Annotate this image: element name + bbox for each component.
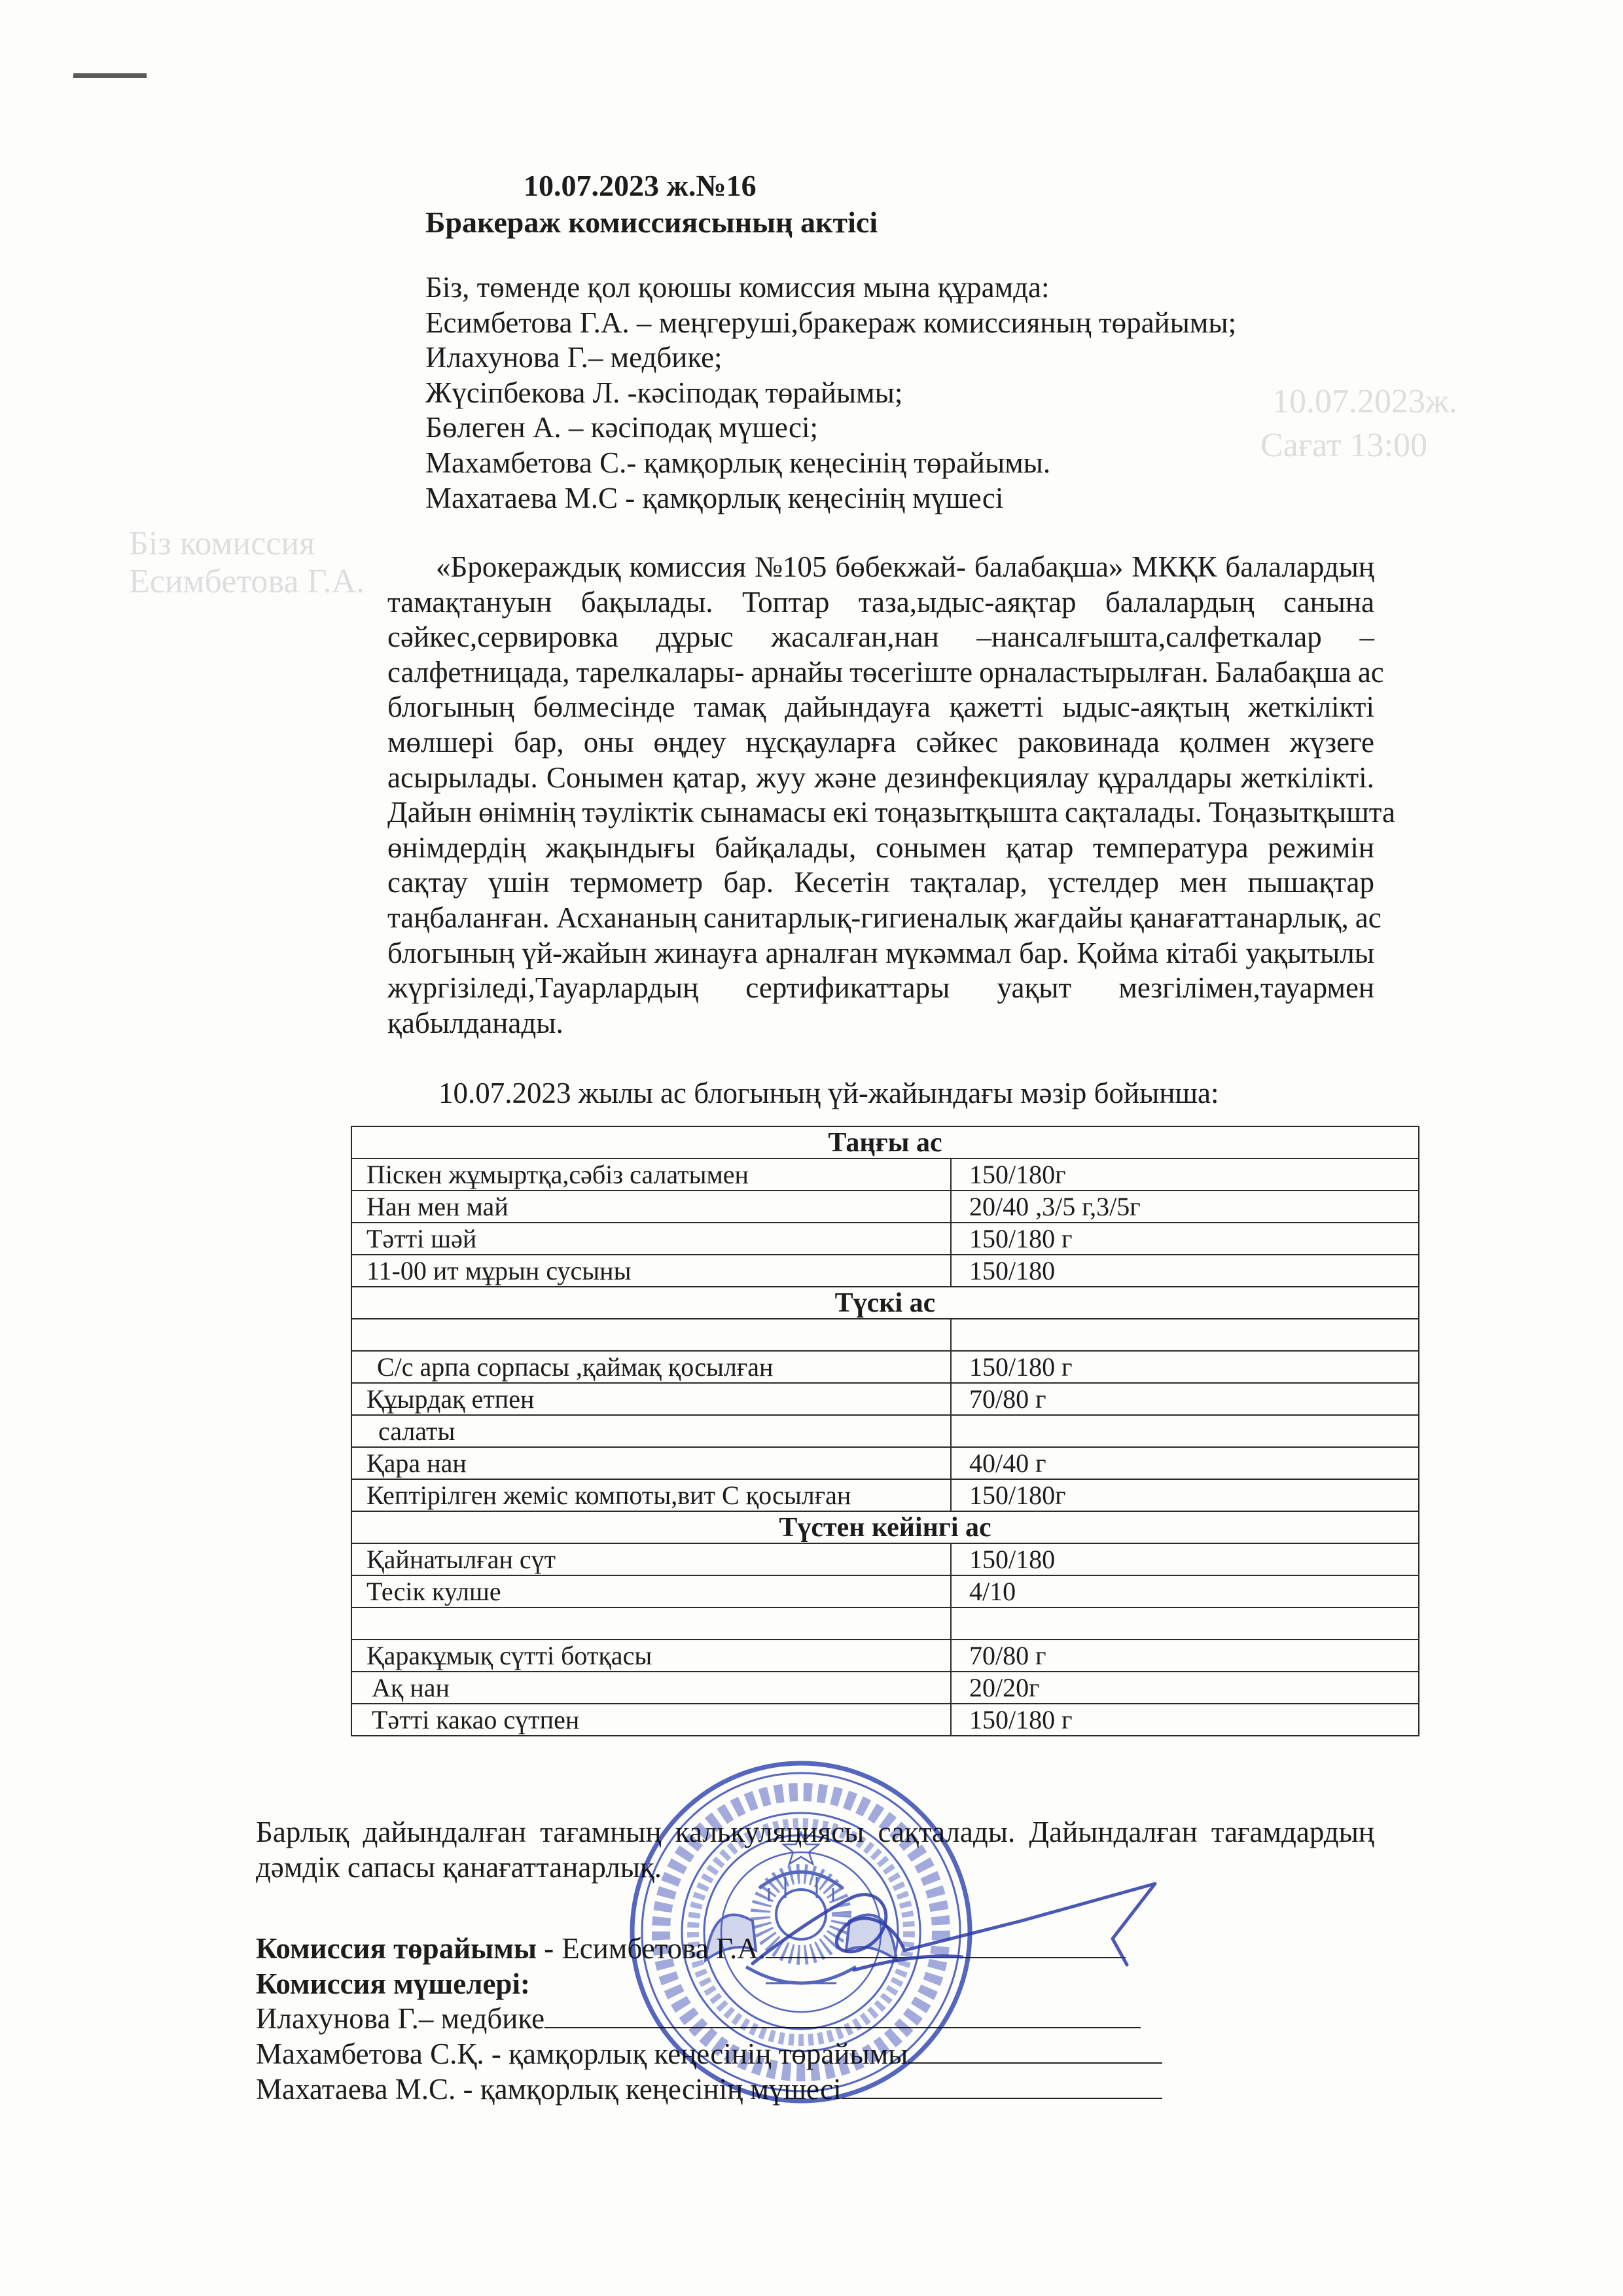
word: жуу — [756, 761, 806, 794]
word: тамақтануын — [387, 585, 552, 619]
paragraph-line: қабылданады. — [387, 1006, 563, 1039]
signature-underline — [842, 2097, 1162, 2099]
dish-cell: Тәтті шәй — [351, 1223, 951, 1255]
paragraph-line — [387, 901, 1382, 936]
member-signature-line — [256, 2001, 1141, 2037]
bleed-through-line: Біз комиссия — [129, 525, 315, 562]
word: Барлық — [256, 1816, 349, 1848]
word: «Брокераждық — [436, 550, 621, 583]
word: үстелдер — [1048, 866, 1160, 899]
paragraph-line — [387, 795, 1395, 831]
word: тағамдардың — [1211, 1816, 1374, 1848]
dish-cell: Нан мен май — [351, 1191, 951, 1223]
word: уақытылы — [1245, 936, 1374, 969]
table-row — [351, 1479, 1419, 1511]
word: бар, — [514, 725, 564, 759]
table-row — [351, 1575, 1419, 1607]
paragraph-line — [387, 971, 1374, 1006]
dish-cell: Қаракұмық сүтті ботқасы — [351, 1640, 951, 1672]
chair-name: Есимбетова Г.А. — [562, 1932, 766, 1965]
paragraph-line — [387, 761, 1374, 796]
dish-cell: Тәтті какао сүтпен — [351, 1704, 951, 1736]
signature-underline — [766, 1956, 1126, 1958]
word: сертификаттары — [745, 971, 950, 1005]
word: тақталар, — [910, 866, 1027, 899]
portion-cell — [951, 1319, 1419, 1351]
member-signature-line — [256, 2072, 1162, 2108]
word: балалардың — [1105, 585, 1255, 619]
signature-underline — [544, 2026, 1141, 2028]
word: комиссия — [629, 550, 747, 583]
table-row — [351, 1640, 1419, 1672]
dish-cell: салаты — [351, 1415, 951, 1447]
word: жинауға — [654, 936, 758, 969]
dish-cell — [351, 1319, 951, 1351]
word: таза,ыдыс-аяқтар — [858, 585, 1077, 619]
word: тоңазытқышта — [874, 796, 1058, 829]
word: сақтау — [387, 866, 468, 899]
paragraph-line — [387, 585, 1374, 620]
table-row-empty — [351, 1319, 1419, 1351]
table-row — [351, 1543, 1419, 1575]
word: бақылады. — [580, 585, 713, 619]
table-row — [351, 1351, 1419, 1383]
word: дезинфекциялау — [885, 761, 1090, 794]
dish-cell: Тесік кулше — [351, 1575, 951, 1607]
portion-cell: 40/40 г — [951, 1447, 1419, 1479]
portion-cell: 150/180 г — [951, 1351, 1419, 1383]
word: асырылады. — [387, 761, 538, 794]
word: арнайы — [751, 655, 844, 689]
word: бар. — [1019, 936, 1069, 969]
word: дайындауға — [785, 691, 931, 724]
word: қолмен — [1179, 725, 1270, 759]
paragraph-line — [387, 831, 1374, 866]
portion-cell: 150/180 — [951, 1543, 1419, 1575]
table-section-row — [351, 1126, 1419, 1158]
word: қатар — [1005, 831, 1074, 864]
word: жақындығы — [545, 831, 696, 864]
word: сонымен — [875, 831, 987, 864]
section-title-lunch: Түскі ас — [351, 1287, 1419, 1319]
word: нұсқауларға — [745, 725, 897, 759]
dish-cell: Қара нан — [351, 1447, 951, 1479]
word: сынамасы — [700, 796, 827, 829]
word: арналған — [765, 936, 878, 969]
word: –нансалғышта,салфеткалар — [976, 620, 1322, 654]
table-row — [351, 1223, 1419, 1255]
word: балалардың — [1225, 550, 1374, 583]
word: салфетницада, — [387, 655, 570, 689]
word: бөлмесінде — [533, 691, 675, 724]
bleed-through-date: 10.07.2023ж. — [1272, 383, 1457, 420]
word: Сонымен — [546, 761, 664, 794]
word: Дайын — [387, 796, 473, 829]
paragraph-line — [387, 655, 1384, 691]
word: Асхананың — [556, 901, 697, 934]
table-row — [351, 1415, 1419, 1447]
word: дұрыс — [656, 620, 734, 654]
portion-cell: 150/180 г — [951, 1704, 1419, 1736]
dish-cell: С/с арпа сорпасы ,қаймақ қосылған — [351, 1351, 951, 1383]
word: режимін — [1268, 831, 1374, 864]
word: тарелкалары- — [576, 655, 745, 689]
word: жасалған,нан — [771, 620, 939, 654]
table-row — [351, 1383, 1419, 1415]
word: және — [814, 761, 877, 794]
paragraph-line — [387, 725, 1374, 761]
word: раковинада — [1018, 725, 1160, 759]
member-name: Махамбетова С.Қ. - қамқорлық кеңесінің төрайымы — [256, 2037, 908, 2070]
bleed-through-time: Сағат 13:00 — [1260, 427, 1427, 464]
word: мен — [1179, 866, 1228, 899]
word: мөлшері — [387, 725, 495, 759]
member-name: Махатаева М.С. - қамқорлық кеңесінің мүшесі — [256, 2073, 842, 2106]
word: температура — [1093, 831, 1249, 864]
signature-underline — [908, 2062, 1162, 2064]
word: байқалады, — [715, 831, 857, 864]
chair-label: Комиссия төрайымы - — [256, 1932, 554, 1965]
table-row — [351, 1255, 1419, 1287]
commission-intro: Біз, төменде қол қоюшы комиссия мына құрамда: — [425, 271, 1050, 304]
word: құралдары — [1097, 761, 1232, 794]
word: Кесетін — [794, 866, 890, 899]
portion-cell: 150/180 — [951, 1255, 1419, 1287]
portion-cell: 20/40 ,3/5 г,3/5г — [951, 1191, 1419, 1223]
report-paragraph — [387, 550, 1395, 1041]
portion-cell: 150/180 г — [951, 1223, 1419, 1255]
word: қанағаттанарлық, — [1129, 901, 1349, 934]
portion-cell: 70/80 г — [951, 1640, 1419, 1672]
commission-member: Жүсіпбекова Л. -кәсіподақ төрайымы; — [425, 376, 903, 409]
word: блогының — [387, 691, 514, 724]
word: блогының — [387, 936, 514, 969]
portion-cell — [951, 1607, 1419, 1640]
dish-cell: Ақ нан — [351, 1672, 951, 1704]
dish-cell: Піскен жұмыртқа,сәбіз салатымен — [351, 1158, 951, 1191]
dish-cell: Құырдақ етпен — [351, 1383, 951, 1415]
word: жүргізіледі,Тауарлардың — [387, 971, 699, 1005]
word: ас — [1355, 901, 1382, 934]
word: Балабақша — [1215, 655, 1351, 689]
scan-mark — [73, 73, 147, 78]
member-name: Илахунова Г.– медбике — [256, 2002, 545, 2035]
paragraph-line — [387, 936, 1374, 971]
portion-cell: 4/10 — [951, 1575, 1419, 1607]
word: сақталады. — [878, 1816, 1016, 1848]
document-title: Бракераж комиссиясының актісі — [425, 206, 878, 239]
word: санитарлық-гигиеналық — [703, 901, 1008, 934]
word: ыдыс-аяқтың — [1062, 691, 1230, 724]
commission-member: Махамбетова С.- қамқорлық кеңесінің төрайымы. — [425, 446, 1051, 479]
member-signature-line — [256, 2037, 1162, 2072]
word: бөбекжай- — [835, 550, 966, 583]
word: орналастырылған. — [979, 655, 1209, 689]
word: ас — [1357, 655, 1384, 689]
menu-intro: 10.07.2023 жылы ас блогының үй-жайындағы мәзір бойынша: — [438, 1077, 1219, 1109]
word: калькуляциясы — [675, 1816, 865, 1848]
word: жүзеге — [1289, 725, 1374, 759]
word: таңбаланған. — [387, 901, 550, 934]
dish-cell — [351, 1607, 951, 1640]
word: үшін — [488, 866, 550, 899]
paragraph-line — [387, 690, 1374, 725]
word: қатар, — [672, 761, 747, 794]
word: №105 — [754, 550, 827, 583]
word: сәйкес — [916, 725, 999, 759]
word: тәуліктік — [582, 796, 694, 829]
word: тамақ — [694, 691, 766, 724]
table-row — [351, 1158, 1419, 1191]
commission-member: Илахунова Г.– медбике; — [425, 341, 722, 374]
word: Қойма — [1077, 936, 1159, 969]
table-row — [351, 1704, 1419, 1736]
word: пышақтар — [1247, 866, 1374, 899]
portion-cell: 20/20г — [951, 1672, 1419, 1704]
word: балабақша» — [974, 550, 1124, 583]
portion-cell: 150/180г — [951, 1158, 1419, 1191]
section-title-breakfast: Таңғы ас — [351, 1126, 1419, 1158]
word: қажетті — [949, 691, 1044, 724]
word: МКҚК — [1132, 550, 1217, 583]
word: дайындалған — [363, 1816, 526, 1848]
word: төсегіште — [849, 655, 973, 689]
bleed-through-line: Есимбетова Г.А. — [129, 563, 365, 600]
word: сәйкес,сервировка — [387, 620, 618, 654]
paragraph-line — [256, 1815, 1374, 1850]
word: өнімнің — [478, 796, 576, 829]
word: уақыт — [997, 971, 1072, 1005]
portion-cell: 150/180г — [951, 1479, 1419, 1511]
word: мүкәммал — [885, 936, 1012, 969]
paragraph-line — [387, 865, 1374, 901]
word: – — [1359, 620, 1374, 654]
chair-signature-line — [256, 1931, 1126, 1967]
table-row — [351, 1672, 1419, 1704]
word: сақталады. — [1064, 796, 1202, 829]
section-title-afternoon: Түстен кейінгі ас — [351, 1511, 1419, 1543]
table-row — [351, 1191, 1419, 1223]
dish-cell: Қайнатылған сүт — [351, 1543, 951, 1575]
document-number: 10.07.2023 ж.№16 — [524, 169, 757, 202]
paragraph-line: дәмдік сапасы қанағаттанарлық. — [256, 1850, 662, 1884]
commission-member: Махатаева М.С - қамқорлық кеңесінің мүшесі — [425, 481, 1004, 514]
commission-member: Бөлеген А. – кәсіподақ мүшесі; — [425, 411, 818, 444]
table-row — [351, 1447, 1419, 1479]
conclusion-paragraph — [256, 1815, 1374, 1885]
dish-cell: Кептірілген жеміс компоты,вит С қосылған — [351, 1479, 951, 1511]
word: мезгілімен,тауармен — [1118, 971, 1374, 1005]
word: термометр — [570, 866, 704, 899]
word: екі — [832, 796, 868, 829]
word: жеткілікті. — [1240, 761, 1374, 794]
portion-cell — [951, 1415, 1419, 1447]
commission-member: Есимбетова Г.А. – меңгеруші,бракераж комиссияның төрайымы; — [425, 306, 1237, 339]
word: санына — [1283, 585, 1374, 619]
table-row-empty — [351, 1607, 1419, 1640]
word: өнімдердің — [387, 831, 526, 864]
word: оны — [583, 725, 634, 759]
word: үй-жайын — [522, 936, 647, 969]
word: Тоңазытқышта — [1208, 796, 1395, 829]
paragraph-line — [436, 550, 1374, 585]
word: Дайындалған — [1029, 1816, 1198, 1848]
word: жеткілікті — [1248, 691, 1374, 724]
word: кітабі — [1166, 936, 1238, 969]
paragraph-line — [387, 620, 1374, 655]
word: Топтар — [741, 585, 830, 619]
menu-table — [351, 1126, 1419, 1736]
portion-cell: 70/80 г — [951, 1383, 1419, 1415]
members-label: Комиссия мүшелері: — [256, 1967, 530, 2000]
table-section-row — [351, 1511, 1419, 1543]
commission-list — [425, 270, 1236, 516]
dish-cell: 11-00 ит мұрын сусыны — [351, 1255, 951, 1287]
word: жағдайы — [1014, 901, 1123, 934]
word: өңдеу — [653, 725, 726, 759]
table-section-row — [351, 1287, 1419, 1319]
word: тағамның — [540, 1816, 662, 1848]
word: бар. — [723, 866, 774, 899]
